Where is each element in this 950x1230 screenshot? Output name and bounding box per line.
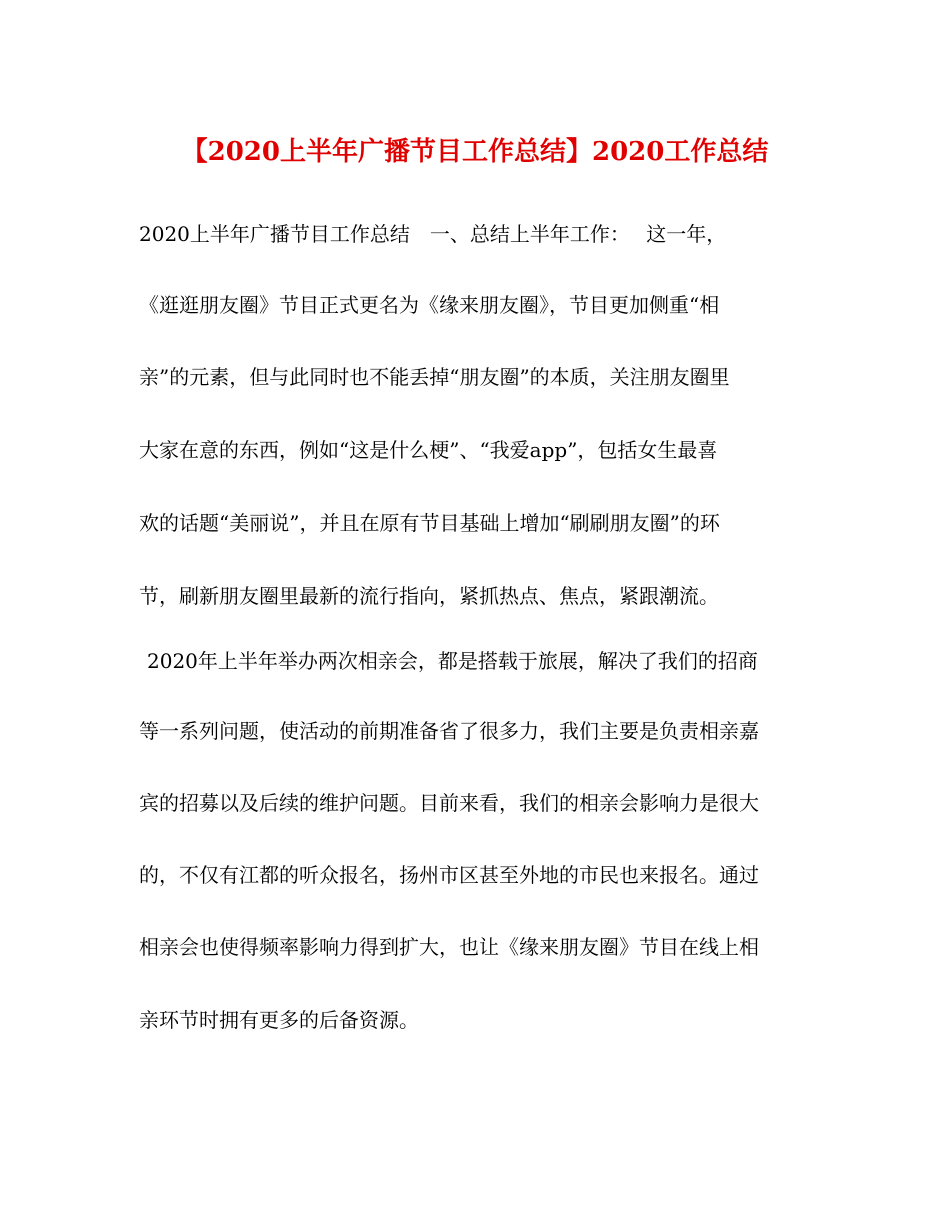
body-line-1: 2020上半年广播节目工作总结 一、总结上半年工作： 这一年， bbox=[139, 222, 727, 246]
body-line-6: 节，刷新朋友圈里最新的流行指向，紧抓热点、焦点，紧跟潮流。 bbox=[139, 584, 719, 608]
body-line-5: 欢的话题“美丽说”，并且在原有节目基础上增加“刷刷朋友圈”的环 bbox=[139, 511, 720, 535]
body-line-10: 的，不仅有江都的听众报名，扬州市区甚至外地的市民也来报名。通过 bbox=[139, 863, 759, 887]
body-line-11: 相亲会也使得频率影响力得到扩大，也让《缘来朋友圈》节目在线上相 bbox=[139, 935, 759, 959]
body-line-9: 宾的招募以及后续的维护问题。目前来看，我们的相亲会影响力是很大 bbox=[139, 791, 759, 815]
body-line-4: 大家在意的东西，例如“这是什么梗”、“我爱app”，包括女生最喜 bbox=[139, 438, 718, 462]
document-title: 【2020上半年广播节目工作总结】2020工作总结 bbox=[181, 137, 769, 167]
body-line-3: 亲”的元素，但与此同时也不能丢掉“朋友圈”的本质，关注朋友圈里 bbox=[139, 365, 730, 389]
body-line-2: 《逛逛朋友圈》节目正式更名为《缘来朋友圈》，节目更加侧重“相 bbox=[139, 293, 720, 317]
body-line-7: 2020年上半年举办两次相亲会，都是搭载于旅展，解决了我们的招商 bbox=[147, 649, 758, 673]
body-line-12: 亲环节时拥有更多的后备资源。 bbox=[139, 1008, 419, 1032]
body-line-8: 等一系列问题，使活动的前期准备省了很多力，我们主要是负责相亲嘉 bbox=[139, 719, 759, 743]
